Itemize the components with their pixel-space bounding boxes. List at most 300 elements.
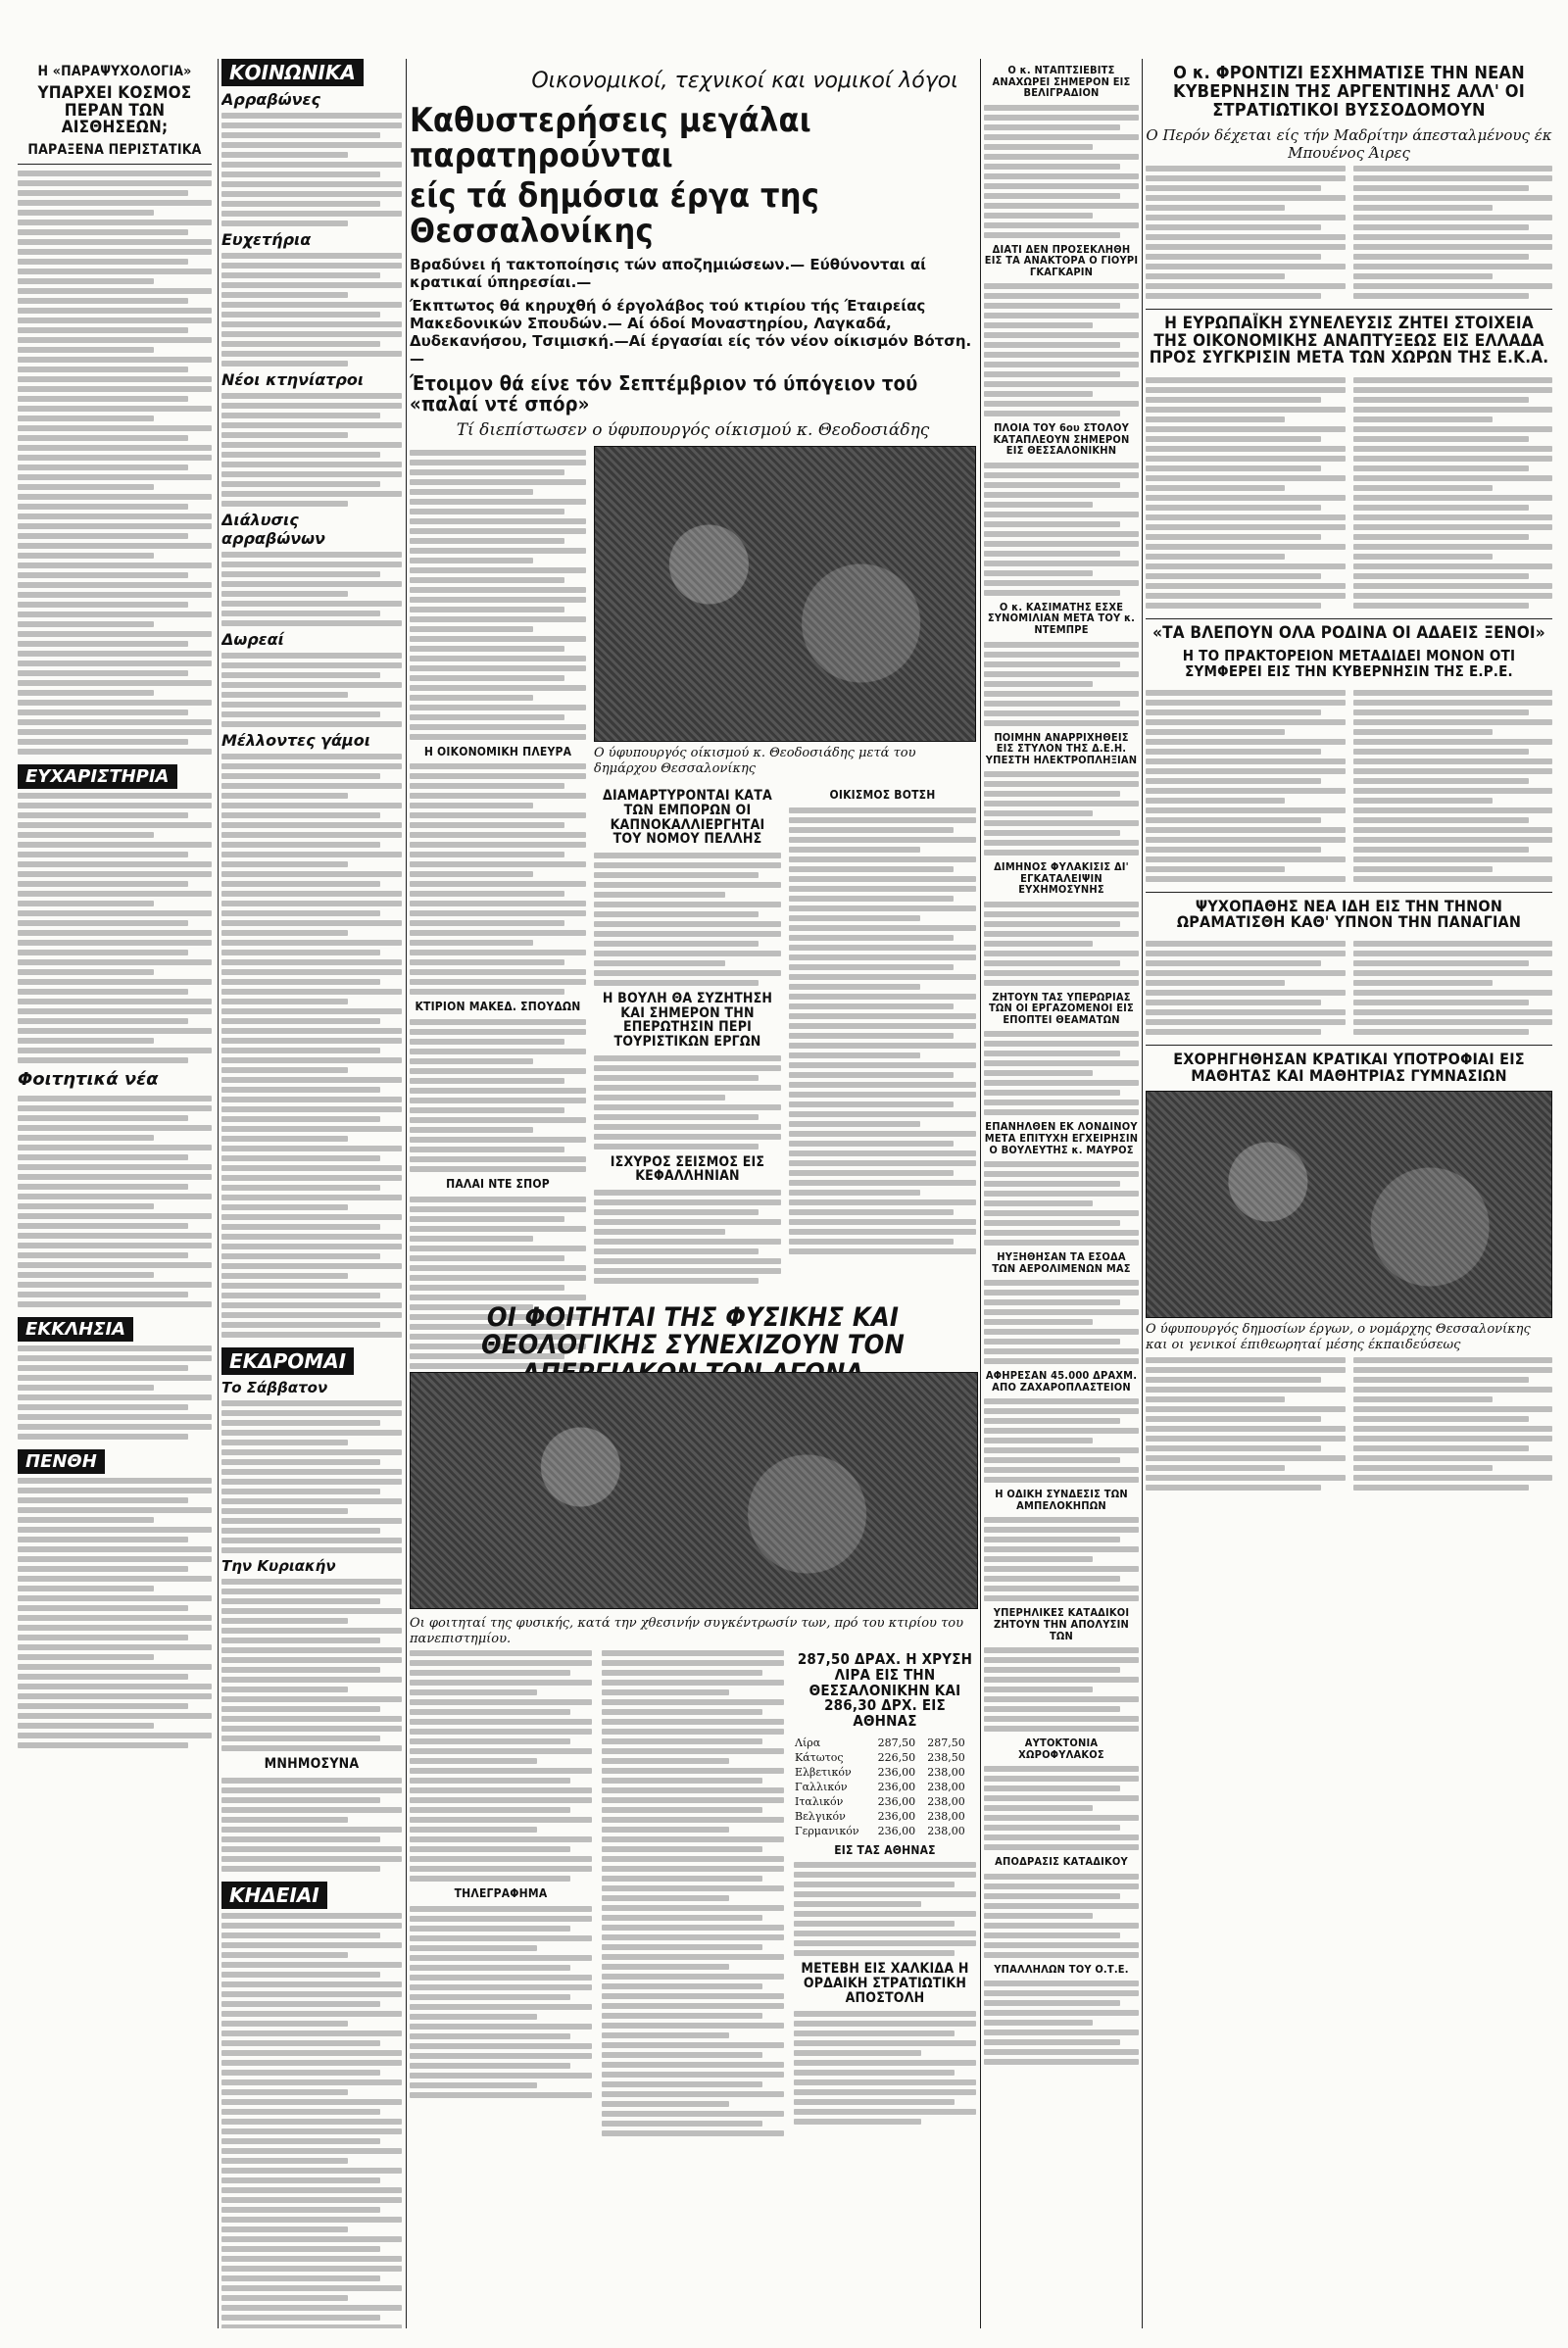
text-line [18, 793, 212, 799]
text-line [984, 1109, 1139, 1115]
text-line [18, 582, 212, 588]
text-line [602, 2032, 729, 2038]
text-line [18, 1605, 188, 1611]
gold-row [794, 1750, 976, 1765]
text-line [221, 1913, 402, 1919]
text-line [984, 1467, 1139, 1473]
text-line [602, 1983, 762, 1989]
text-line [410, 1827, 537, 1833]
text-line [1146, 234, 1346, 240]
text-line [1146, 1009, 1346, 1015]
frondizi-subhead: Ο Περόν δέχεται είς τήν Μαδρίτην άπεσταλμένους έκ Μπουένος Άιρες [1146, 125, 1552, 162]
text-line [221, 591, 348, 597]
text-line [1146, 951, 1346, 956]
text-line [594, 921, 781, 927]
text-line [1146, 690, 1346, 696]
text-line [410, 607, 564, 612]
text-line [221, 1293, 380, 1298]
text-line [18, 1164, 212, 1170]
text-line [602, 1650, 784, 1656]
text-line [221, 959, 402, 965]
gold-cell: 238,50 [927, 1750, 965, 1764]
text-line [221, 2305, 402, 2311]
text-line [18, 376, 212, 382]
text-line [602, 1993, 784, 1999]
text-line [18, 171, 212, 176]
text-line [221, 1155, 380, 1161]
text-line [410, 460, 586, 465]
text-line [18, 504, 188, 510]
text-line [1146, 583, 1346, 589]
text-line [1353, 397, 1529, 403]
text-line [221, 152, 348, 158]
text-line [1146, 758, 1346, 764]
text-line [221, 910, 380, 916]
text-line [221, 1498, 402, 1504]
text-line [794, 2040, 976, 2046]
text-line [410, 1156, 586, 1162]
text-line [18, 1488, 212, 1493]
text-line [984, 1080, 1139, 1086]
text-line [410, 2043, 592, 2049]
text-line [410, 2053, 592, 2059]
text-line [789, 964, 954, 970]
text-line [1146, 195, 1346, 201]
text-line [1146, 866, 1285, 872]
text-line [18, 930, 212, 936]
text-line [18, 1434, 188, 1440]
text-line [221, 1696, 402, 1702]
text-line [1146, 1377, 1321, 1383]
text-line [221, 1647, 402, 1653]
text-line [602, 1964, 729, 1970]
text-line [221, 2109, 380, 2115]
text-line [18, 1615, 212, 1621]
text-line [410, 1670, 570, 1676]
church-heading: ΕΚΚΛΗΣΙΑ [18, 1317, 133, 1342]
text-line [1146, 446, 1346, 452]
broken-engagements-heading: Διάλυσις αρραβώνων [221, 511, 325, 548]
text-line [221, 662, 402, 668]
text-line [1353, 941, 1553, 947]
text-line [221, 1400, 402, 1406]
text-line [984, 322, 1093, 328]
text-line [410, 714, 564, 720]
text-line [1146, 485, 1285, 491]
text-line [18, 709, 188, 715]
text-line [221, 1836, 380, 1842]
text-line [410, 940, 533, 946]
text-line [1353, 485, 1493, 491]
text-line [221, 1126, 402, 1132]
text-line [1353, 407, 1553, 413]
text-line [602, 1797, 784, 1803]
text-line [1146, 175, 1346, 181]
text-line [984, 1418, 1120, 1424]
text-line [1146, 847, 1321, 853]
text-line [221, 1589, 402, 1594]
text-line [794, 1882, 955, 1887]
text-line [602, 2023, 784, 2029]
text-line [410, 489, 533, 495]
text-line [789, 1219, 976, 1225]
text-line [789, 1111, 976, 1117]
text-line [410, 959, 564, 965]
text-line [984, 652, 1139, 658]
text-line [1353, 583, 1553, 589]
text-line [1353, 573, 1529, 579]
text-line [984, 2010, 1139, 2016]
text-line [1353, 866, 1493, 872]
text-line [984, 1726, 1139, 1732]
quake-headline: ΙΣΧΥΡΟΣ ΣΕΙΣΜΟΣ ΕΙΣ ΚΕΦΑΛΛΗΝΙΑΝ [610, 1153, 765, 1185]
text-line [410, 577, 564, 583]
text-line [984, 541, 1139, 547]
text-line [221, 1057, 402, 1063]
text-line [18, 474, 212, 480]
text-line [221, 2324, 402, 2328]
text-line [18, 1145, 212, 1150]
text-line [594, 951, 781, 956]
text-line [789, 1150, 976, 1156]
text-line [410, 616, 586, 622]
text-line [794, 2089, 976, 2095]
text-line [984, 1706, 1120, 1712]
main-subhead-2: Έκπτωτος θά κηρυχθή ό έργολάβος τού κτιρίου τής Έταιρείας Μακεδονικών Σπουδών.— Αί όδοί Μοναστηρίου, Λαγκαδά, Δυδεκανήσου, Τσιμισκή.—Αί έργασίαι είς τόν νέον οίκισμόν Βότση.— [410, 296, 972, 367]
text-line [984, 771, 1139, 777]
text-line [410, 1206, 586, 1212]
gold-cell: 236,00 [877, 1824, 916, 1837]
text-line [1353, 1387, 1553, 1393]
text-line [984, 1903, 1139, 1909]
text-line [984, 1805, 1093, 1811]
col4-headline: ΔΙΑΤΙ ΔΕΝ ΠΡΟΣΕΚΛΗΘΗ ΕΙΣ ΤΑ ΑΝΑΚΤΟΡΑ Ο ΓΙΟΥΡΙ ΓΚΑΓΚΑΡΙΝ [984, 242, 1139, 278]
gold-cell: Ελβετικόν [795, 1765, 852, 1779]
text-line [410, 1787, 592, 1793]
text-line [1353, 475, 1553, 481]
text-line [984, 1447, 1139, 1453]
text-line [1146, 436, 1321, 442]
text-line [984, 531, 1139, 537]
text-line [1353, 807, 1553, 813]
text-line [410, 930, 586, 936]
text-line [984, 902, 1139, 907]
text-line [410, 1719, 592, 1725]
vets-heading: Νέοι κτηνίατροι [221, 370, 365, 389]
text-line [1146, 603, 1321, 609]
text-line [984, 1667, 1120, 1673]
text-line [984, 830, 1120, 836]
text-line [602, 1885, 784, 1891]
text-line [18, 1424, 212, 1430]
text-line [789, 827, 954, 833]
main-quote-subtitle: Τί διεπίστωσεν ο ύφυπουργός οίκισμού κ. Θεοδοσιάδης [456, 419, 930, 440]
text-line [984, 1942, 1139, 1948]
text-line [594, 1144, 759, 1150]
text-line [221, 393, 402, 399]
text-line [789, 866, 954, 872]
text-line [1146, 1436, 1346, 1442]
text-line [1353, 690, 1553, 696]
text-line [410, 2014, 537, 2020]
text-line [18, 852, 188, 857]
text-line [1146, 593, 1346, 599]
text-line [1353, 534, 1529, 540]
text-line [221, 1312, 402, 1318]
text-line [789, 1023, 976, 1029]
text-line [1146, 573, 1321, 579]
text-line [410, 1748, 592, 1754]
text-line [18, 1527, 212, 1533]
text-line [18, 220, 212, 225]
text-line [221, 1817, 348, 1823]
text-line [221, 1469, 402, 1475]
text-line [602, 2042, 784, 2048]
text-line [1353, 205, 1493, 211]
text-line [18, 327, 188, 333]
text-line [594, 1209, 759, 1215]
text-line [984, 371, 1120, 377]
text-line [18, 1723, 154, 1729]
text-line [18, 881, 188, 887]
text-line [602, 2003, 784, 2009]
text-line [410, 773, 586, 779]
text-line [984, 154, 1139, 160]
gold-cell: 236,00 [877, 1780, 916, 1793]
text-line [602, 1719, 784, 1725]
text-line [594, 1124, 781, 1130]
text-line [18, 1576, 212, 1582]
text-line [789, 1160, 976, 1166]
text-line [18, 1096, 212, 1101]
text-line [221, 403, 402, 409]
foreigners-subhead: Η ΤΟ ΠΡΑΚΤΟΡΕΙΟΝ ΜΕΤΑΔΙΔΕΙ ΜΟΝΟΝ ΟΤΙ ΣΥΜΦΕΡΕΙ ΕΙΣ ΤΗΝ ΚΥΒΕΡΝΗΣΙΝ ΤΗΣ Ε.Ρ.Ε. [1182, 647, 1516, 680]
text-line [18, 1595, 212, 1601]
text-line [410, 969, 586, 975]
text-line [221, 754, 402, 759]
text-line [18, 1385, 154, 1391]
col4-headline: ΗΥΞΗΘΗΣΑΝ ΤΑ ΕΣΟΔΑ ΤΩΝ ΑΕΡΟΛΙΜΕΝΩΝ ΜΑΣ [992, 1250, 1131, 1275]
text-line [221, 1273, 348, 1279]
text-line [18, 1301, 212, 1307]
text-line [18, 621, 154, 627]
text-line [410, 685, 586, 691]
text-line [1353, 1416, 1529, 1422]
text-line [1146, 563, 1346, 569]
text-line [18, 1154, 188, 1160]
text-line [221, 211, 402, 217]
text-line [1146, 544, 1346, 550]
text-line [984, 1834, 1139, 1840]
text-line [18, 700, 212, 706]
text-line [410, 1137, 586, 1143]
text-line [410, 734, 586, 740]
text-line [1353, 544, 1553, 550]
text-line [221, 1807, 402, 1813]
text-line [794, 2060, 976, 2066]
text-line [18, 465, 188, 470]
col4-headline: ΑΠΟΔΡΑΣΙΣ ΚΑΤΑΔΙΚΟΥ [995, 1855, 1128, 1869]
text-line [1353, 387, 1553, 393]
text-line [602, 1709, 762, 1715]
text-line [1353, 195, 1553, 201]
text-line [18, 269, 212, 274]
text-line [1353, 719, 1553, 725]
text-line [18, 445, 212, 451]
text-line [602, 1670, 762, 1676]
text-line [984, 411, 1120, 416]
text-line [1353, 847, 1529, 853]
text-line [789, 925, 976, 931]
text-line [984, 134, 1139, 140]
text-line [221, 481, 380, 487]
text-line [410, 1935, 592, 1941]
text-line [602, 2111, 784, 2117]
text-line [221, 682, 402, 688]
text-line [984, 283, 1139, 289]
text-line [1353, 1029, 1529, 1035]
text-line [221, 653, 402, 659]
text-line [789, 1229, 976, 1235]
text-line [410, 891, 564, 897]
text-line [221, 413, 380, 418]
text-line [1146, 224, 1321, 230]
text-line [984, 521, 1120, 527]
text-line [221, 2187, 402, 2193]
text-line [1353, 1367, 1553, 1373]
text-line [984, 1240, 1139, 1246]
text-line [18, 1497, 188, 1503]
text-line [984, 1893, 1120, 1899]
text-line [789, 876, 976, 882]
text-line [221, 1028, 402, 1034]
text-line [221, 1677, 402, 1683]
text-line [984, 1181, 1120, 1187]
text-line [221, 562, 402, 567]
text-line [221, 351, 402, 357]
text-line [18, 959, 212, 965]
text-line [221, 1797, 380, 1803]
text-line [1353, 856, 1553, 862]
text-line [794, 1940, 976, 1946]
text-line [984, 1408, 1139, 1414]
text-line [984, 1677, 1139, 1683]
text-line [221, 1136, 348, 1142]
text-line [789, 1180, 976, 1186]
gold-row [794, 1765, 976, 1780]
text-line [1353, 446, 1553, 452]
sunday-heading: Την Κυριακήν [221, 1557, 336, 1575]
text-line [18, 1546, 212, 1552]
text-line [1146, 1367, 1346, 1373]
text-line [221, 1923, 402, 1929]
text-line [602, 2062, 784, 2068]
text-line [410, 1846, 570, 1852]
text-line [221, 292, 348, 298]
text-line [1353, 1396, 1493, 1402]
text-line [221, 1778, 402, 1784]
text-line [984, 1348, 1139, 1354]
text-line [1146, 293, 1321, 299]
text-line [221, 132, 380, 138]
text-line [410, 1039, 564, 1045]
text-line [594, 1085, 781, 1091]
text-line [1146, 1019, 1346, 1025]
saturday-heading: Το Σάββατον [221, 1379, 328, 1396]
funerals-heading: ΚΗΔΕΙΑΙ [221, 1882, 327, 1909]
text-line [410, 1680, 592, 1686]
text-line [221, 1489, 380, 1494]
text-line [18, 1664, 212, 1670]
text-line [18, 1262, 212, 1268]
text-line [984, 1438, 1093, 1443]
text-line [984, 1825, 1120, 1831]
gold-row [794, 1780, 976, 1794]
text-line [984, 970, 1139, 976]
text-line [984, 1031, 1139, 1037]
weddings-heading: Μέλλοντες γάμοι [221, 731, 371, 750]
text-line [1353, 514, 1553, 520]
text-line [1353, 758, 1553, 764]
text-line [984, 1428, 1139, 1434]
text-line [1146, 1426, 1346, 1432]
text-line [221, 1420, 380, 1426]
text-line [221, 1244, 402, 1249]
text-line [1146, 524, 1346, 530]
text-line [602, 1856, 784, 1862]
officials-photo-caption: Ο ύφυπουργός οίκισμού κ. Θεοδοσιάδης μετά του δημάρχου Θεσσαλονίκης [594, 745, 916, 776]
text-line [984, 850, 1139, 856]
text-line [984, 551, 1120, 557]
text-line [221, 999, 348, 1004]
text-line [221, 1972, 380, 1978]
text-line [794, 1901, 921, 1907]
text-line [18, 1272, 154, 1278]
text-line [410, 1166, 586, 1172]
text-line [594, 862, 781, 868]
text-line [1353, 729, 1493, 735]
text-line [221, 142, 402, 148]
text-line [410, 499, 586, 505]
text-line [221, 1195, 402, 1200]
text-line [1146, 1485, 1321, 1491]
text-line [410, 1117, 586, 1123]
text-line [18, 979, 212, 985]
text-line [221, 263, 402, 269]
text-line [221, 1077, 402, 1083]
text-line [1146, 700, 1346, 706]
text-line [221, 331, 402, 337]
text-line [984, 960, 1120, 966]
col4-headline: ΔΙΜΗΝΟΣ ΦΥΛΑΚΙΣΙΣ ΔΙ' ΕΓΚΑΤΑΛΕΙΨΙΝ ΕΥΧΗΜΟΣΥΝΗΣ [994, 860, 1129, 897]
text-line [1146, 514, 1346, 520]
text-line [602, 1807, 762, 1813]
text-line [984, 472, 1139, 478]
text-line [18, 1125, 212, 1131]
text-line [1353, 1426, 1553, 1432]
text-line [221, 989, 402, 995]
text-line [789, 1131, 976, 1137]
text-line [602, 1866, 784, 1872]
text-line [18, 523, 212, 529]
text-line [1353, 700, 1553, 706]
text-line [984, 352, 1139, 358]
text-line [18, 308, 212, 314]
text-line [221, 692, 348, 698]
students-photo [410, 1372, 978, 1609]
thanks-heading: ΕΥΧΑΡΙΣΤΗΡΙΑ [18, 764, 177, 789]
text-line [221, 2226, 348, 2232]
